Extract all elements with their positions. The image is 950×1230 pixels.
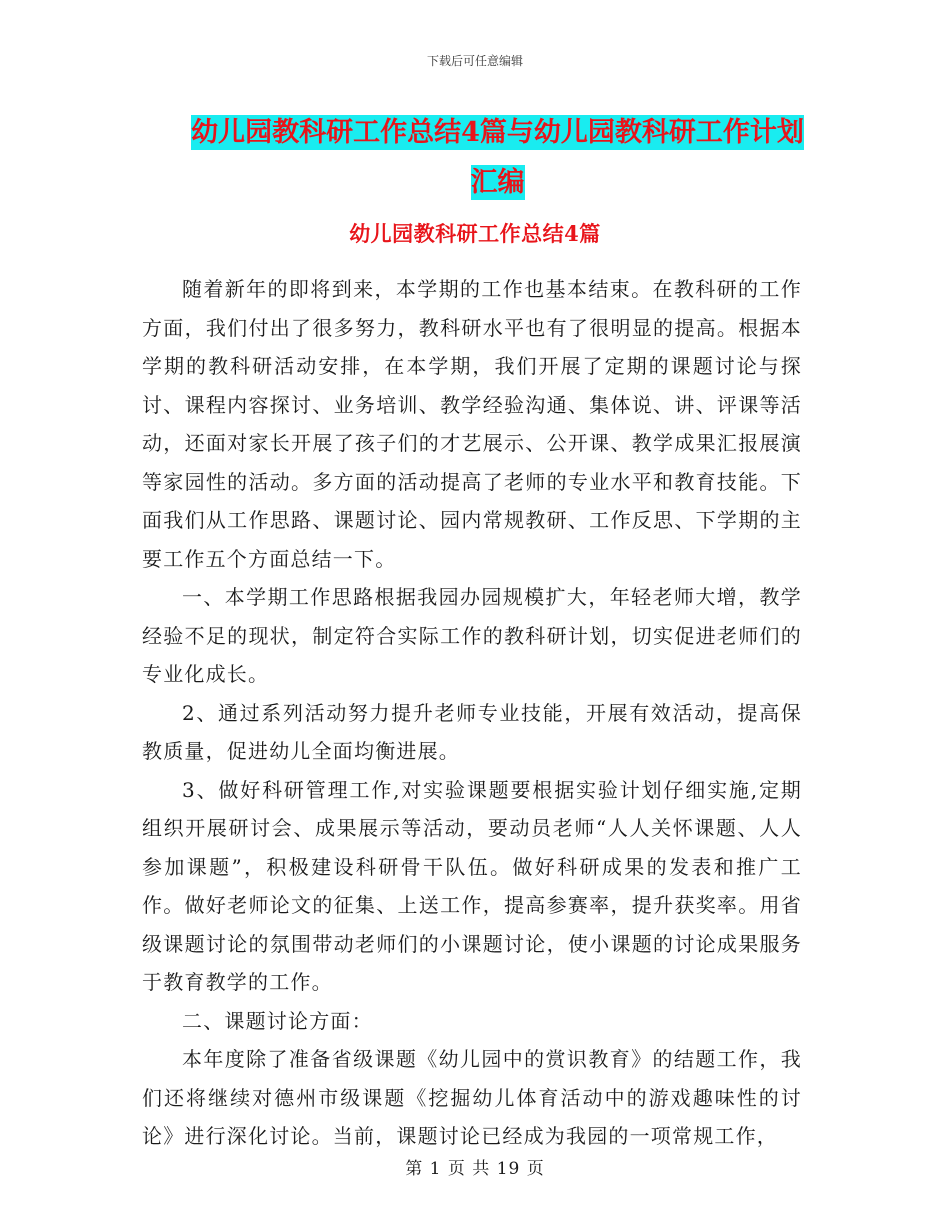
paragraph: 3、做好科研管理工作,对实验课题要根据实验计划仔细实施,定期组织开展研讨会、成果展示等活动，要动员老师“人人关怀课题、人人参加课题”，积极建设科研骨干队伍。做好科研成果的发表和推广工作。做好老师论文的征集、上送工作，提高参赛率，提升获奖率。用省级课题讨论的氛围带动老师们的小课题讨论，使小课题的讨论成果服务于教育教学的工作。 bbox=[142, 777, 802, 994]
paragraph: 随着新年的即将到来，本学期的工作也基本结束。在教科研的工作方面，我们付出了很多努力，教科研水平也有了很明显的提高。根据本学期的教科研活动安排，在本学期，我们开展了定期的课题讨论与探讨、课程内容探讨、业务培训、教学经验沟通、集体说、讲、评课等活动，还面对家长开展了孩子们的才艺展示、公开课、教学成果汇报展演等家园性的活动。多方面的活动提高了老师的专业水平和教育技能。下面我们从工作思路、课题讨论、园内常规教研、工作反思、下学期的主要工作五个方面总结一下。 bbox=[142, 277, 802, 571]
paragraph: 一、本学期工作思路根据我园办园规模扩大，年轻老师大增，教学经验不足的现状，制定符合实际工作的教科研计划，切实促进老师们的专业化成长。 bbox=[142, 585, 802, 686]
document-title bbox=[185, 108, 810, 208]
paragraph: 本年度除了准备省级课题《幼儿园中的赏识教育》的结题工作，我们还将继续对德州市级课题《挖掘幼儿体育活动中的游戏趣味性的讨论》进行深化讨论。当前，课题讨论已经成为我园的一项常规工作， bbox=[142, 1047, 802, 1148]
section-title: 幼儿园教科研工作总结4篇 bbox=[349, 221, 601, 246]
page-header-note: 下载后可任意编辑 bbox=[426, 54, 523, 68]
page-number: 第 1 页 共 19 页 bbox=[405, 1159, 545, 1179]
document-title-text: 幼儿园教科研工作总结4篇与幼儿园教科研工作计划汇编 bbox=[191, 117, 804, 198]
paragraph: 二、课题讨论方面： bbox=[182, 1008, 373, 1033]
paragraph: 2、通过系列活动努力提升老师专业技能，开展有效活动，提高保教质量，促进幼儿全面均衡进展。 bbox=[142, 700, 802, 763]
document-body bbox=[142, 270, 802, 1156]
